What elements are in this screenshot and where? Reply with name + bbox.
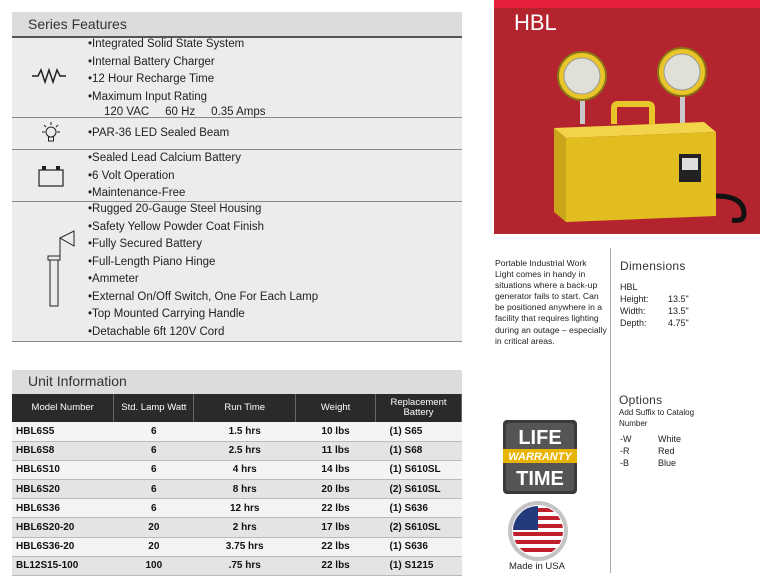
- option-code: -B: [620, 458, 629, 468]
- feature-item: • Internal Battery Charger: [88, 54, 266, 72]
- feature-item: • External On/Off Switch, One For Each Lamp: [88, 289, 318, 307]
- feature-item: • Fully Secured Battery: [88, 236, 318, 254]
- feature-item: • 6 Volt Operation: [88, 168, 241, 186]
- feature-list-lamp: [88, 125, 229, 143]
- cell-run-time: 4 hrs: [194, 460, 296, 479]
- cell-run-time: 8 hrs: [194, 480, 296, 499]
- column-header-battery: Replacement Battery: [376, 394, 462, 422]
- feature-item: • Detachable 6ft 120V Cord: [88, 324, 318, 342]
- feature-item: • Rugged 20-Gauge Steel Housing: [88, 201, 318, 219]
- dimension-row-width: [620, 306, 689, 316]
- cell-lamp-watt: 6: [114, 499, 194, 518]
- cell-model: HBL6S8: [12, 441, 114, 460]
- product-name: HBL: [514, 10, 557, 35]
- feature-item: • 12 Hour Recharge Time: [88, 71, 266, 89]
- cell-battery: (1) S1215: [376, 556, 462, 575]
- option-code: -W: [620, 434, 632, 444]
- series-features-header: [12, 12, 462, 38]
- cell-lamp-watt: 100: [114, 556, 194, 575]
- warranty-life-text: LIFE: [518, 427, 562, 449]
- feature-item: • Maintenance-Free: [88, 185, 241, 203]
- table-row: [12, 422, 462, 441]
- column-header-model: Model Number: [12, 394, 114, 422]
- feature-group-lamp: [12, 118, 462, 150]
- cell-run-time: 2.5 hrs: [194, 441, 296, 460]
- dimensions-model: HBL: [620, 282, 638, 292]
- cell-model: HBL6S20: [12, 480, 114, 499]
- table-row: [12, 460, 462, 479]
- cell-weight: 14 lbs: [296, 460, 376, 479]
- resistor-icon: [32, 68, 66, 84]
- dimension-label: Depth:: [620, 318, 647, 328]
- option-row-blue: [620, 458, 677, 468]
- feature-item: • PAR-36 LED Sealed Beam: [88, 125, 229, 143]
- column-divider: [610, 248, 611, 573]
- unit-information-table: [12, 394, 462, 576]
- cell-weight: 10 lbs: [296, 422, 376, 441]
- table-row: [12, 441, 462, 460]
- cell-model: HBL6S20-20: [12, 518, 114, 537]
- usa-flag-badge: [504, 499, 572, 563]
- product-description: Portable Industrial Work Light comes in handy in situations where a back-up generator fails to start. Can be positioned anywhere in a facility that requires lighting during an outage – especially in critical areas.: [495, 258, 607, 346]
- dimension-value: 4.75": [668, 318, 689, 328]
- cell-model: BL12S15-100: [12, 556, 114, 575]
- dimension-row-height: [620, 294, 689, 304]
- feature-item: • Safety Yellow Powder Coat Finish: [88, 219, 318, 237]
- table-row: [12, 556, 462, 575]
- lightbulb-icon: [40, 122, 62, 146]
- cell-model: HBL6S10: [12, 460, 114, 479]
- feature-item: • Full-Length Piano Hinge: [88, 254, 318, 272]
- housing-icon: [38, 228, 78, 308]
- option-label: Blue: [658, 458, 677, 468]
- column-header-weight: Weight: [296, 394, 376, 422]
- battery-icon: [38, 165, 64, 187]
- unit-information-title: Unit Information: [28, 373, 127, 389]
- feature-group-housing: [12, 202, 462, 342]
- warranty-mid-text: WARRANTY: [508, 451, 572, 463]
- warranty-time-text: TIME: [516, 468, 564, 490]
- cell-battery: (1) S610SL: [376, 460, 462, 479]
- dimension-value: 13.5": [668, 294, 689, 304]
- cell-run-time: .75 hrs: [194, 556, 296, 575]
- table-row: [12, 537, 462, 556]
- feature-item: • Sealed Lead Calcium Battery: [88, 150, 241, 168]
- cell-weight: 22 lbs: [296, 499, 376, 518]
- option-row-red: [620, 446, 675, 456]
- feature-list-battery: [88, 150, 241, 203]
- lifetime-warranty-badge: [499, 418, 581, 496]
- cell-run-time: 2 hrs: [194, 518, 296, 537]
- cell-weight: 20 lbs: [296, 480, 376, 499]
- feature-list-housing: [88, 201, 318, 341]
- cell-weight: 22 lbs: [296, 556, 376, 575]
- cell-lamp-watt: 6: [114, 480, 194, 499]
- red-accent-strip: [494, 0, 760, 8]
- product-photo: [544, 46, 754, 226]
- feature-item: • Top Mounted Carrying Handle: [88, 306, 318, 324]
- cell-lamp-watt: 6: [114, 460, 194, 479]
- cell-battery: (1) S68: [376, 441, 462, 460]
- cell-battery: (2) S610SL: [376, 518, 462, 537]
- feature-group-battery: [12, 150, 462, 202]
- cell-run-time: 3.75 hrs: [194, 537, 296, 556]
- column-header-run-time: Run Time: [194, 394, 296, 422]
- series-features-title: Series Features: [28, 16, 127, 32]
- options-subtitle: Add Suffix to Catalog Number: [619, 408, 695, 428]
- cell-battery: (1) S636: [376, 499, 462, 518]
- option-label: Red: [658, 446, 675, 456]
- table-row: [12, 480, 462, 499]
- dimension-label: Height:: [620, 294, 649, 304]
- option-label: White: [658, 434, 682, 444]
- cell-battery: (2) S610SL: [376, 480, 462, 499]
- options-title: Options: [619, 393, 663, 407]
- option-row-white: [620, 434, 682, 444]
- feature-list-electrical: [88, 36, 266, 118]
- cell-battery: (1) S65: [376, 422, 462, 441]
- cell-weight: 17 lbs: [296, 518, 376, 537]
- feature-item: • Ammeter: [88, 271, 318, 289]
- feature-group-electrical: [12, 38, 462, 118]
- cell-battery: (1) S636: [376, 537, 462, 556]
- cell-weight: 11 lbs: [296, 441, 376, 460]
- cell-model: HBL6S5: [12, 422, 114, 441]
- dimension-value: 13.5": [668, 306, 689, 316]
- feature-item: • Integrated Solid State System: [88, 36, 266, 54]
- cell-lamp-watt: 6: [114, 441, 194, 460]
- cell-model: HBL6S36-20: [12, 537, 114, 556]
- dimensions-title: Dimensions: [620, 259, 686, 273]
- table-header-row: [12, 394, 462, 422]
- feature-item: • Maximum Input Rating: [88, 89, 266, 107]
- table-row: [12, 499, 462, 518]
- made-in-usa-label: Made in USA: [509, 561, 565, 572]
- cell-weight: 22 lbs: [296, 537, 376, 556]
- cell-lamp-watt: 20: [114, 537, 194, 556]
- input-rating-values: 120 VAC 60 Hz 0.35 Amps: [104, 106, 266, 118]
- cell-lamp-watt: 20: [114, 518, 194, 537]
- dimension-row-depth: [620, 318, 689, 328]
- cell-run-time: 1.5 hrs: [194, 422, 296, 441]
- dimension-label: Width:: [620, 306, 646, 316]
- cell-lamp-watt: 6: [114, 422, 194, 441]
- unit-information-header: [12, 370, 462, 394]
- column-header-lamp-watt: Std. Lamp Watt: [114, 394, 194, 422]
- cell-run-time: 12 hrs: [194, 499, 296, 518]
- option-code: -R: [620, 446, 630, 456]
- table-row: [12, 518, 462, 537]
- cell-model: HBL6S36: [12, 499, 114, 518]
- product-image-panel: [494, 8, 760, 234]
